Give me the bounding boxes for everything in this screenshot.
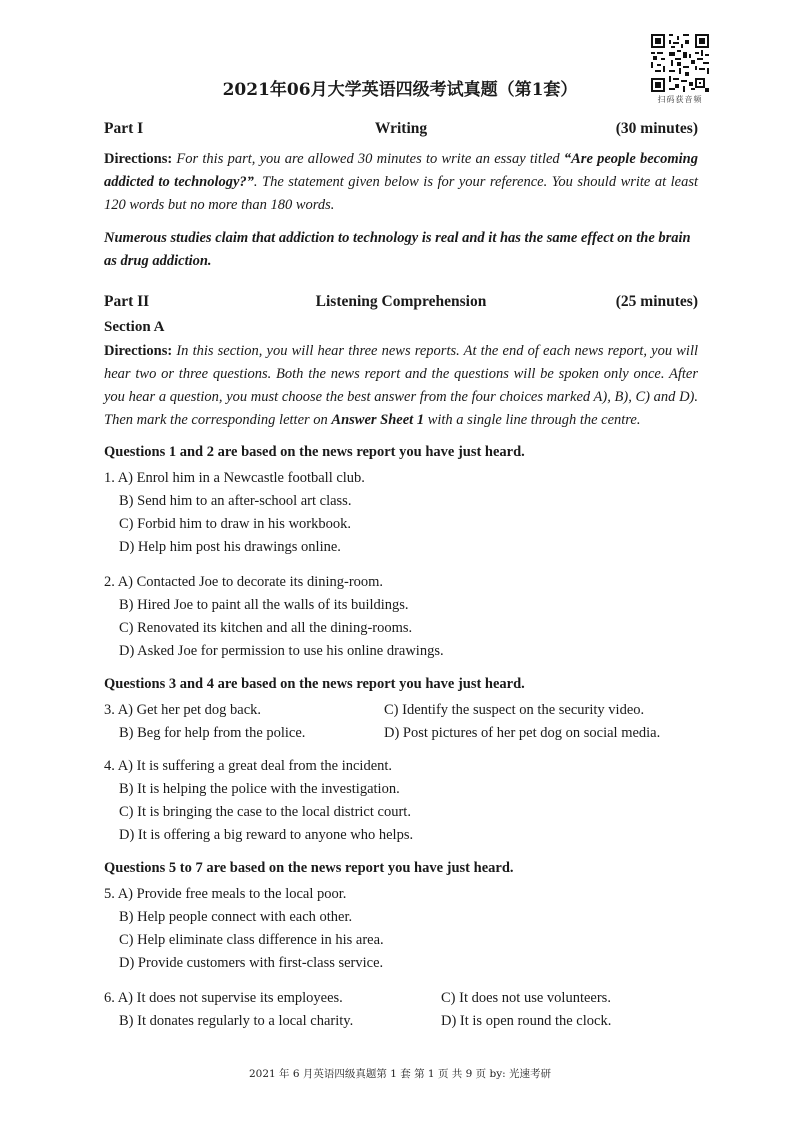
- question-group-3-heading: Questions 5 to 7 are based on the news report you have just heard.: [104, 860, 514, 876]
- part1-label: Part I: [104, 120, 144, 137]
- q6-option-d: D) It is open round the clock.: [441, 1013, 612, 1029]
- q4-option-b: B) It is helping the police with the investigation.: [119, 781, 400, 797]
- q1-option-a: 1. A) Enrol him in a Newcastle football club.: [104, 470, 365, 486]
- part1-time: (30 minutes): [615, 120, 698, 137]
- part2-directions-text-1: In this section, you will hear three news reports. At the end of each news report, you will hear two or three questions. Both the news report and the questions will be spoken only once. After you hear a question, you must choose the best answer from the four choices marked A), B), C) and D). Then mark the corresponding letter on: [104, 343, 698, 428]
- qr-caption: 扫码获音频: [657, 95, 703, 104]
- q2-option-a: 2. A) Contacted Joe to decorate its dining-room.: [104, 574, 384, 590]
- q5-option-c: C) Help eliminate class difference in his area.: [119, 932, 384, 948]
- q4-option-d: D) It is offering a big reward to anyone who helps.: [119, 827, 414, 843]
- exam-content: [104, 117, 698, 1033]
- q3-option-b: B) Beg for help from the police.: [119, 725, 306, 741]
- answer-sheet-ref: Answer Sheet 1: [331, 412, 425, 428]
- question-4: [104, 755, 698, 847]
- part2-directions: [104, 340, 698, 432]
- q1-option-c: C) Forbid him to draw in his workbook.: [119, 516, 351, 532]
- q3-option-c: C) Identify the suspect on the security video.: [384, 702, 645, 718]
- part2-header: [104, 290, 698, 314]
- essay-statement: Numerous studies claim that addiction to technology is real and it has the same effect on the brain as drug addiction.: [104, 230, 691, 269]
- part1-directions-label: Directions:: [104, 151, 173, 167]
- question-6: [104, 987, 698, 1033]
- question-5: [104, 883, 698, 975]
- section-a-heading: Section A: [104, 319, 165, 335]
- part1-directions: [104, 148, 698, 217]
- part1-directions-text-1: For this part, you are allowed 30 minutes to write an essay titled: [172, 151, 564, 167]
- q5-option-b: B) Help people connect with each other.: [119, 909, 353, 925]
- q4-option-c: C) It is bringing the case to the local district court.: [119, 804, 411, 820]
- part2-label: Part II: [104, 293, 150, 310]
- part2-time: (25 minutes): [615, 293, 698, 310]
- q3-option-a: 3. A) Get her pet dog back.: [104, 702, 262, 718]
- q5-option-d: D) Provide customers with first-class service.: [119, 955, 384, 971]
- q2-option-b: B) Hired Joe to paint all the walls of its buildings.: [119, 597, 409, 613]
- part1-name: Writing: [374, 120, 428, 137]
- q6-option-c: C) It does not use volunteers.: [441, 990, 611, 1006]
- q6-row-2: [104, 1010, 698, 1033]
- question-2: [104, 571, 698, 663]
- page-footer: 2021 年 6 月英语四级真题第 1 套 第 1 页 共 9 页 by: 光速考研: [248, 1068, 552, 1080]
- q3-row-1: [104, 699, 698, 722]
- q1-option-d: D) Help him post his drawings online.: [119, 539, 341, 555]
- q2-option-d: D) Asked Joe for permission to use his online drawings.: [119, 643, 444, 659]
- part2-directions-label: Directions:: [104, 343, 173, 359]
- question-3: [104, 699, 698, 745]
- part2-directions-text-2: with a single line through the centre.: [424, 412, 641, 428]
- question-group-2-heading: Questions 3 and 4 are based on the news report you have just heard.: [104, 676, 525, 692]
- q6-option-a: 6. A) It does not supervise its employees.: [104, 990, 343, 1006]
- essay-title: “Are people becoming addicted to technology?”: [104, 151, 698, 190]
- q2-option-c: C) Renovated its kitchen and all the dining-rooms.: [119, 620, 413, 636]
- part2-name: Listening Comprehension: [315, 293, 487, 310]
- q6-row-1: [104, 987, 698, 1010]
- q3-option-d: D) Post pictures of her pet dog on social media.: [384, 725, 661, 741]
- q3-row-2: [104, 722, 698, 745]
- q5-option-a: 5. A) Provide free meals to the local poor.: [104, 886, 347, 902]
- page-title: 2021年06月大学英语四级考试真题（第1套）: [222, 80, 578, 100]
- q1-option-b: B) Send him to an after-school art class.: [119, 493, 352, 509]
- q4-option-a: 4. A) It is suffering a great deal from the incident.: [104, 758, 393, 774]
- q6-option-b: B) It donates regularly to a local charity.: [119, 1013, 354, 1029]
- question-1: [104, 467, 698, 559]
- part1-header: [104, 117, 698, 141]
- question-group-1-heading: Questions 1 and 2 are based on the news report you have just heard.: [104, 444, 525, 460]
- part1-directions-text-2: . The statement given below is for your reference. You should write at least 120 words but no more than 180 words.: [104, 174, 698, 213]
